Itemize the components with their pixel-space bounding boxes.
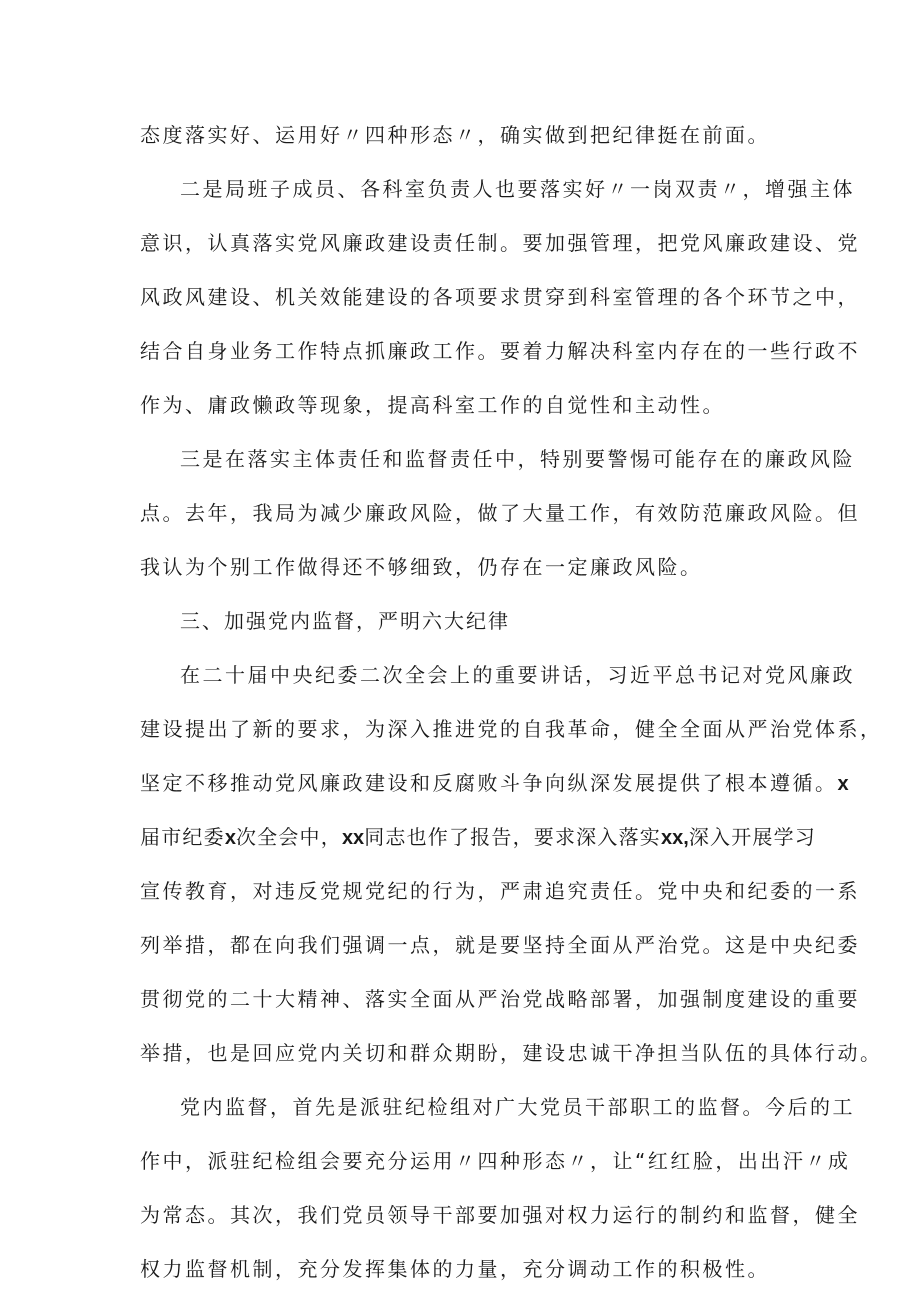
- text-line: 风政风建设、机关效能建设的各项要求贯穿到科室管理的各个环节之中，: [140, 285, 860, 309]
- text-line: 列举措，都在向我们强调一点，就是要坚持全面从严治党。这是中央纪委: [140, 933, 860, 957]
- text-span: 次全会中，: [235, 825, 342, 849]
- text-span: 深入开展学习: [688, 825, 817, 849]
- text-line: 权力监督机制，充分发挥集体的力量，充分调动工作的积极性。: [140, 1257, 770, 1281]
- text-line: 态度落实好、运用好〃四种形态〃，确实做到把纪律挺在前面。: [140, 123, 770, 147]
- text-line: [140, 756, 849, 810]
- text-line: 点。去年，我局为减少廉政风险，做了大量工作，有效防范廉政风险。但: [140, 501, 860, 525]
- placeholder-x: x: [224, 827, 236, 849]
- text-span: 坚定不移推动党风廉政建设和反腐败斗争向纵深发展提供了根本遵循。: [140, 771, 838, 795]
- text-line: 宣传教育，对违反党规党纪的行为，严肃追究责任。党中央和纪委的一系: [140, 879, 860, 903]
- placeholder-xx: xx: [341, 827, 365, 849]
- text-line: 意识，认真落实党风廉政建设责任制。要加强管理，把党风廉政建设、党: [140, 231, 860, 255]
- document-page: [140, 108, 883, 1296]
- text-line: 结合自身业务工作特点抓廉政工作。要着力解决科室内存在的一些行政不: [140, 339, 860, 363]
- text-span: 同志也作了报告，要求深入落实: [364, 825, 661, 849]
- text-line: [140, 810, 817, 864]
- placeholder-xx: xx,: [661, 827, 689, 849]
- text-line: 贯彻党的二十大精神、落实全面从严治党战略部署，加强制度建设的重要: [140, 987, 860, 1011]
- text-line: 党内监督，首先是派驻纪检组对广大党员干部职工的监督。今后的工: [180, 1095, 855, 1119]
- text-line: 作中，派驻纪检组会要充分运用〃四种形态〃，让“红红脸，出出汗〃成: [140, 1149, 851, 1173]
- text-line: 三是在落实主体责任和监督责任中，特别要警惕可能存在的廉政风险: [180, 447, 855, 471]
- text-line: 我认为个别工作做得还不够细致，仍存在一定廉政风险。: [140, 555, 703, 579]
- text-line: 建设提出了新的要求，为深入推进党的自我革命，健全全面从严治党体系，: [140, 717, 883, 741]
- placeholder-x: x: [837, 773, 849, 795]
- text-line: 为常态。其次，我们党员领导干部要加强对权力运行的制约和监督，健全: [140, 1203, 860, 1227]
- section-heading: 三、加强党内监督，严明六大纪律: [180, 609, 510, 633]
- text-span: 届市纪委: [140, 825, 225, 849]
- text-line: 作为、庸政懒政等现象，提高科室工作的自觉性和主动性。: [140, 393, 725, 417]
- text-line: 举措，也是回应党内关切和群众期盼，建设忠诚干净担当队伍的具体行动。: [140, 1041, 883, 1065]
- text-line: 二是局班子成员、各科室负责人也要落实好〃一岗双责〃，增强主体: [180, 177, 855, 201]
- text-line: 在二十届中央纪委二次全会上的重要讲话，习近平总书记对党风廉政: [180, 663, 855, 687]
